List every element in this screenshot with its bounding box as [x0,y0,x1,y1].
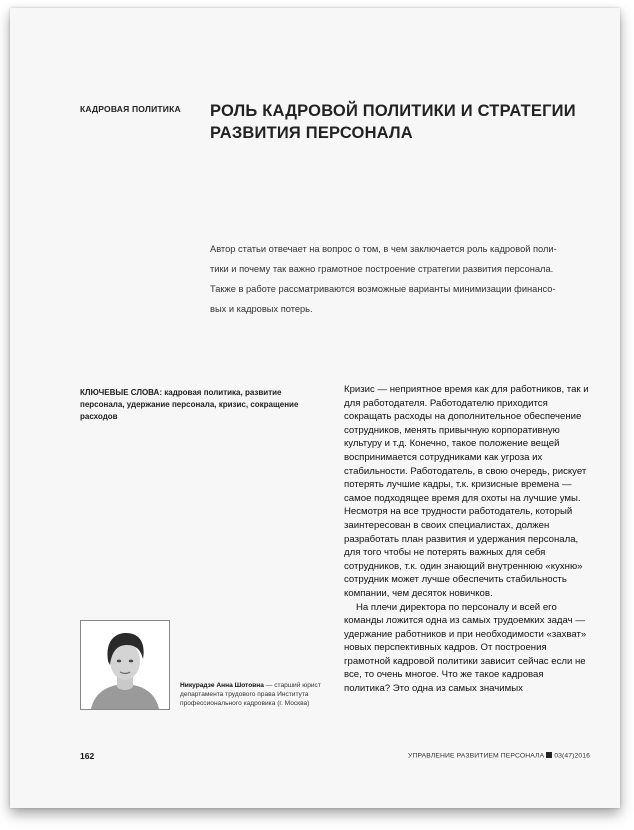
lead-line: тики и почему так важно грамотное построение стратегии развития персонала. [210,264,554,274]
lead-line: Автор статьи отвечает на вопрос о том, в чем заключается роль кадровой поли- [210,244,557,254]
keywords-text: кадровая политика, развитие персонала, удержание персонала, кризис, сокращение расходов [80,388,299,421]
page-number: 162 [80,751,95,761]
article-body [344,383,590,696]
author-description: — старший юрист департамента трудового права Института профессионального кадровика (г. Москва) [180,682,321,707]
keywords-block [80,387,325,423]
author-caption [180,681,330,708]
author-name: Никурадзе Анна Шотовна [180,682,264,689]
author-photo [80,620,170,710]
lead-line: Также в работе рассматриваются возможные варианты минимизации финансо- [210,284,556,294]
journal-name: УПРАВЛЕНИЕ РАЗВИТИЕМ ПЕРСОНАЛА [408,752,545,760]
document-page [10,8,620,808]
body-paragraph: Кризис — неприятное время как для работников, так и для работодателя. Работодателю приходится сокращать расходы на дополнительное обеспечение сотрудников, менять привычную корпоративную культуру и т.д. Конечно, такое положение вещей воспринимается сотрудниками как угроза их стабильности. Работодатель, в свою очередь, рискует потерять лучшие кадры, т.к. кризисные времена — самое подходящее время для охоты на лучшие умы. Несмотря на все трудности работодатель, который заинтересован в своих специалистах, должен разработать план развития и удержания персонала, для того чтобы не потерять важных для себя сотрудников, т.к. один знающий внутреннюю «кухню» сотрудник может лучше обеспечить стабильность компании, чем десяток новичков. [344,384,589,599]
square-bullet-icon [546,752,552,758]
lead-line: вых и кадровых потерь. [210,304,313,314]
lead-paragraph [210,239,590,319]
author-portrait-icon [81,621,169,709]
journal-issue: 03(47)2016 [554,752,590,760]
footer-journal [408,752,590,760]
keywords-label: КЛЮЧЕВЫЕ СЛОВА: [80,388,162,397]
section-label: КАДРОВАЯ ПОЛИТИКА [80,104,181,114]
article-title: РОЛЬ КАДРОВОЙ ПОЛИТИКИ И СТРАТЕГИИ РАЗВИТИЯ ПЕРСОНАЛА [210,102,576,142]
body-paragraph: На плечи директора по персоналу и всей его команды ложится одна из самых трудоемких задач — удержание работников и при необходимости «захват» новых перспективных кадров. От построения грамотной кадровой политики зависит сейчас если не все, то очень многое. Что же такое кадровая политика? Это одна из самых значимых [344,601,587,695]
